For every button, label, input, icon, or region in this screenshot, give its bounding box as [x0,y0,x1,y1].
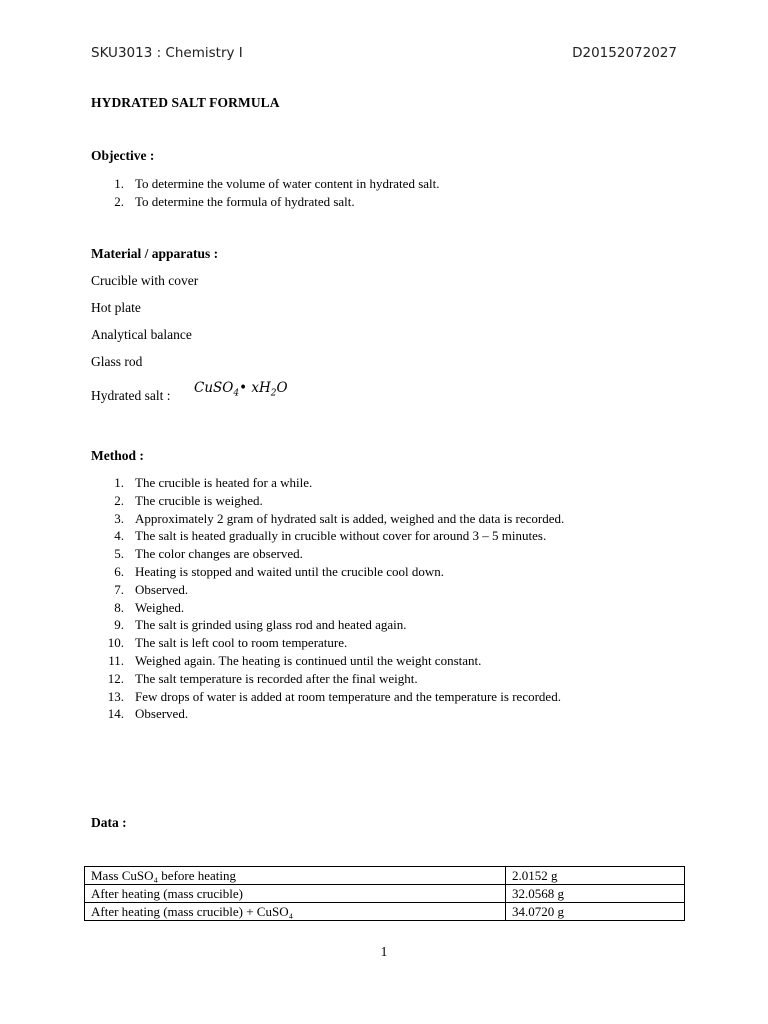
list-text: Approximately 2 gram of hydrated salt is added, weighed and the data is recorded. [135,510,565,526]
list-text: Observed. [135,706,189,722]
list-item [91,563,564,581]
table-cell-label: After heating (mass crucible) + CuSO₄ [85,903,506,921]
list-item [91,581,564,599]
list-item [91,688,564,706]
table-cell-value: 34.0720 g [506,903,685,921]
table-row [85,885,685,903]
hydrated-salt-label: Hydrated salt : [91,388,171,403]
table-cell-value: 2.0152 g [506,867,685,885]
table-cell-label: After heating (mass crucible) [85,885,506,903]
list-number: 8. [114,599,124,615]
list-text: The salt is heated gradually in crucible without cover for around 3 – 5 minutes. [135,528,547,544]
list-text: The salt is grinded using glass rod and heated again. [135,617,407,633]
list-item [91,175,440,193]
material-item: Crucible with cover [91,273,199,288]
list-number: 2. [114,492,124,508]
objective-list [91,175,440,211]
list-item [91,527,564,545]
document-title: HYDRATED SALT FORMULA [91,95,280,110]
list-number: 5. [114,546,124,562]
method-list [91,474,564,723]
list-number: 1. [114,475,124,490]
list-number: 12. [107,670,124,686]
list-item [91,510,564,528]
list-item [91,193,440,211]
list-number: 4. [114,528,124,544]
list-item [91,492,564,510]
materials-heading: Material / apparatus : [91,246,219,261]
list-number: 6. [114,563,124,579]
material-item: Glass rod [91,354,143,369]
list-text: The crucible is weighed. [135,492,263,508]
list-number: 10. [107,635,124,651]
list-text: The color changes are observed. [135,546,303,562]
list-item [91,545,564,563]
list-number: 2. [114,194,124,209]
list-number: 9. [114,617,124,633]
page-number: 1 [380,944,388,959]
hydrated-salt-formula: CuSO$_4$• $xH_2O$ [194,380,288,399]
list-item [91,670,564,688]
list-number: 3. [114,510,124,526]
table-row [85,903,685,921]
list-item [91,634,564,652]
table-row [85,867,685,885]
method-heading: Method : [91,448,144,463]
list-item [91,474,564,492]
list-text: Heating is stopped and waited until the crucible cool down. [135,563,445,579]
list-number: 11. [108,652,124,668]
list-text: To determine the volume of water content in hydrated salt. [135,176,440,191]
data-heading: Data : [91,815,127,830]
header-student-id: D20152072027 [572,45,677,61]
data-table [84,866,685,921]
material-item: Hot plate [91,300,141,315]
list-text: Few drops of water is added at room temperature and the temperature is recorded. [135,688,561,704]
header-course: SKU3013 : Chemistry I [91,45,243,61]
list-text: Weighed again. The heating is continued until the weight constant. [135,652,482,668]
list-text: The crucible is heated for a while. [135,475,313,490]
list-number: 1. [114,176,124,191]
list-item [91,599,564,617]
material-item: Analytical balance [91,327,192,342]
table-cell-value: 32.0568 g [506,885,685,903]
list-number: 14. [107,706,124,722]
list-item [91,616,564,634]
list-text: The salt is left cool to room temperature. [135,635,348,651]
list-text: To determine the formula of hydrated salt. [135,194,355,209]
table-cell-label: Mass CuSO₄ before heating [85,867,506,885]
objective-heading: Objective : [91,148,155,163]
list-text: Observed. [135,581,189,597]
list-number: 7. [114,581,124,597]
list-number: 13. [107,688,124,704]
list-item [91,705,564,723]
list-item [91,652,564,670]
list-text: The salt temperature is recorded after the final weight. [135,670,418,686]
list-text: Weighed. [135,599,185,615]
